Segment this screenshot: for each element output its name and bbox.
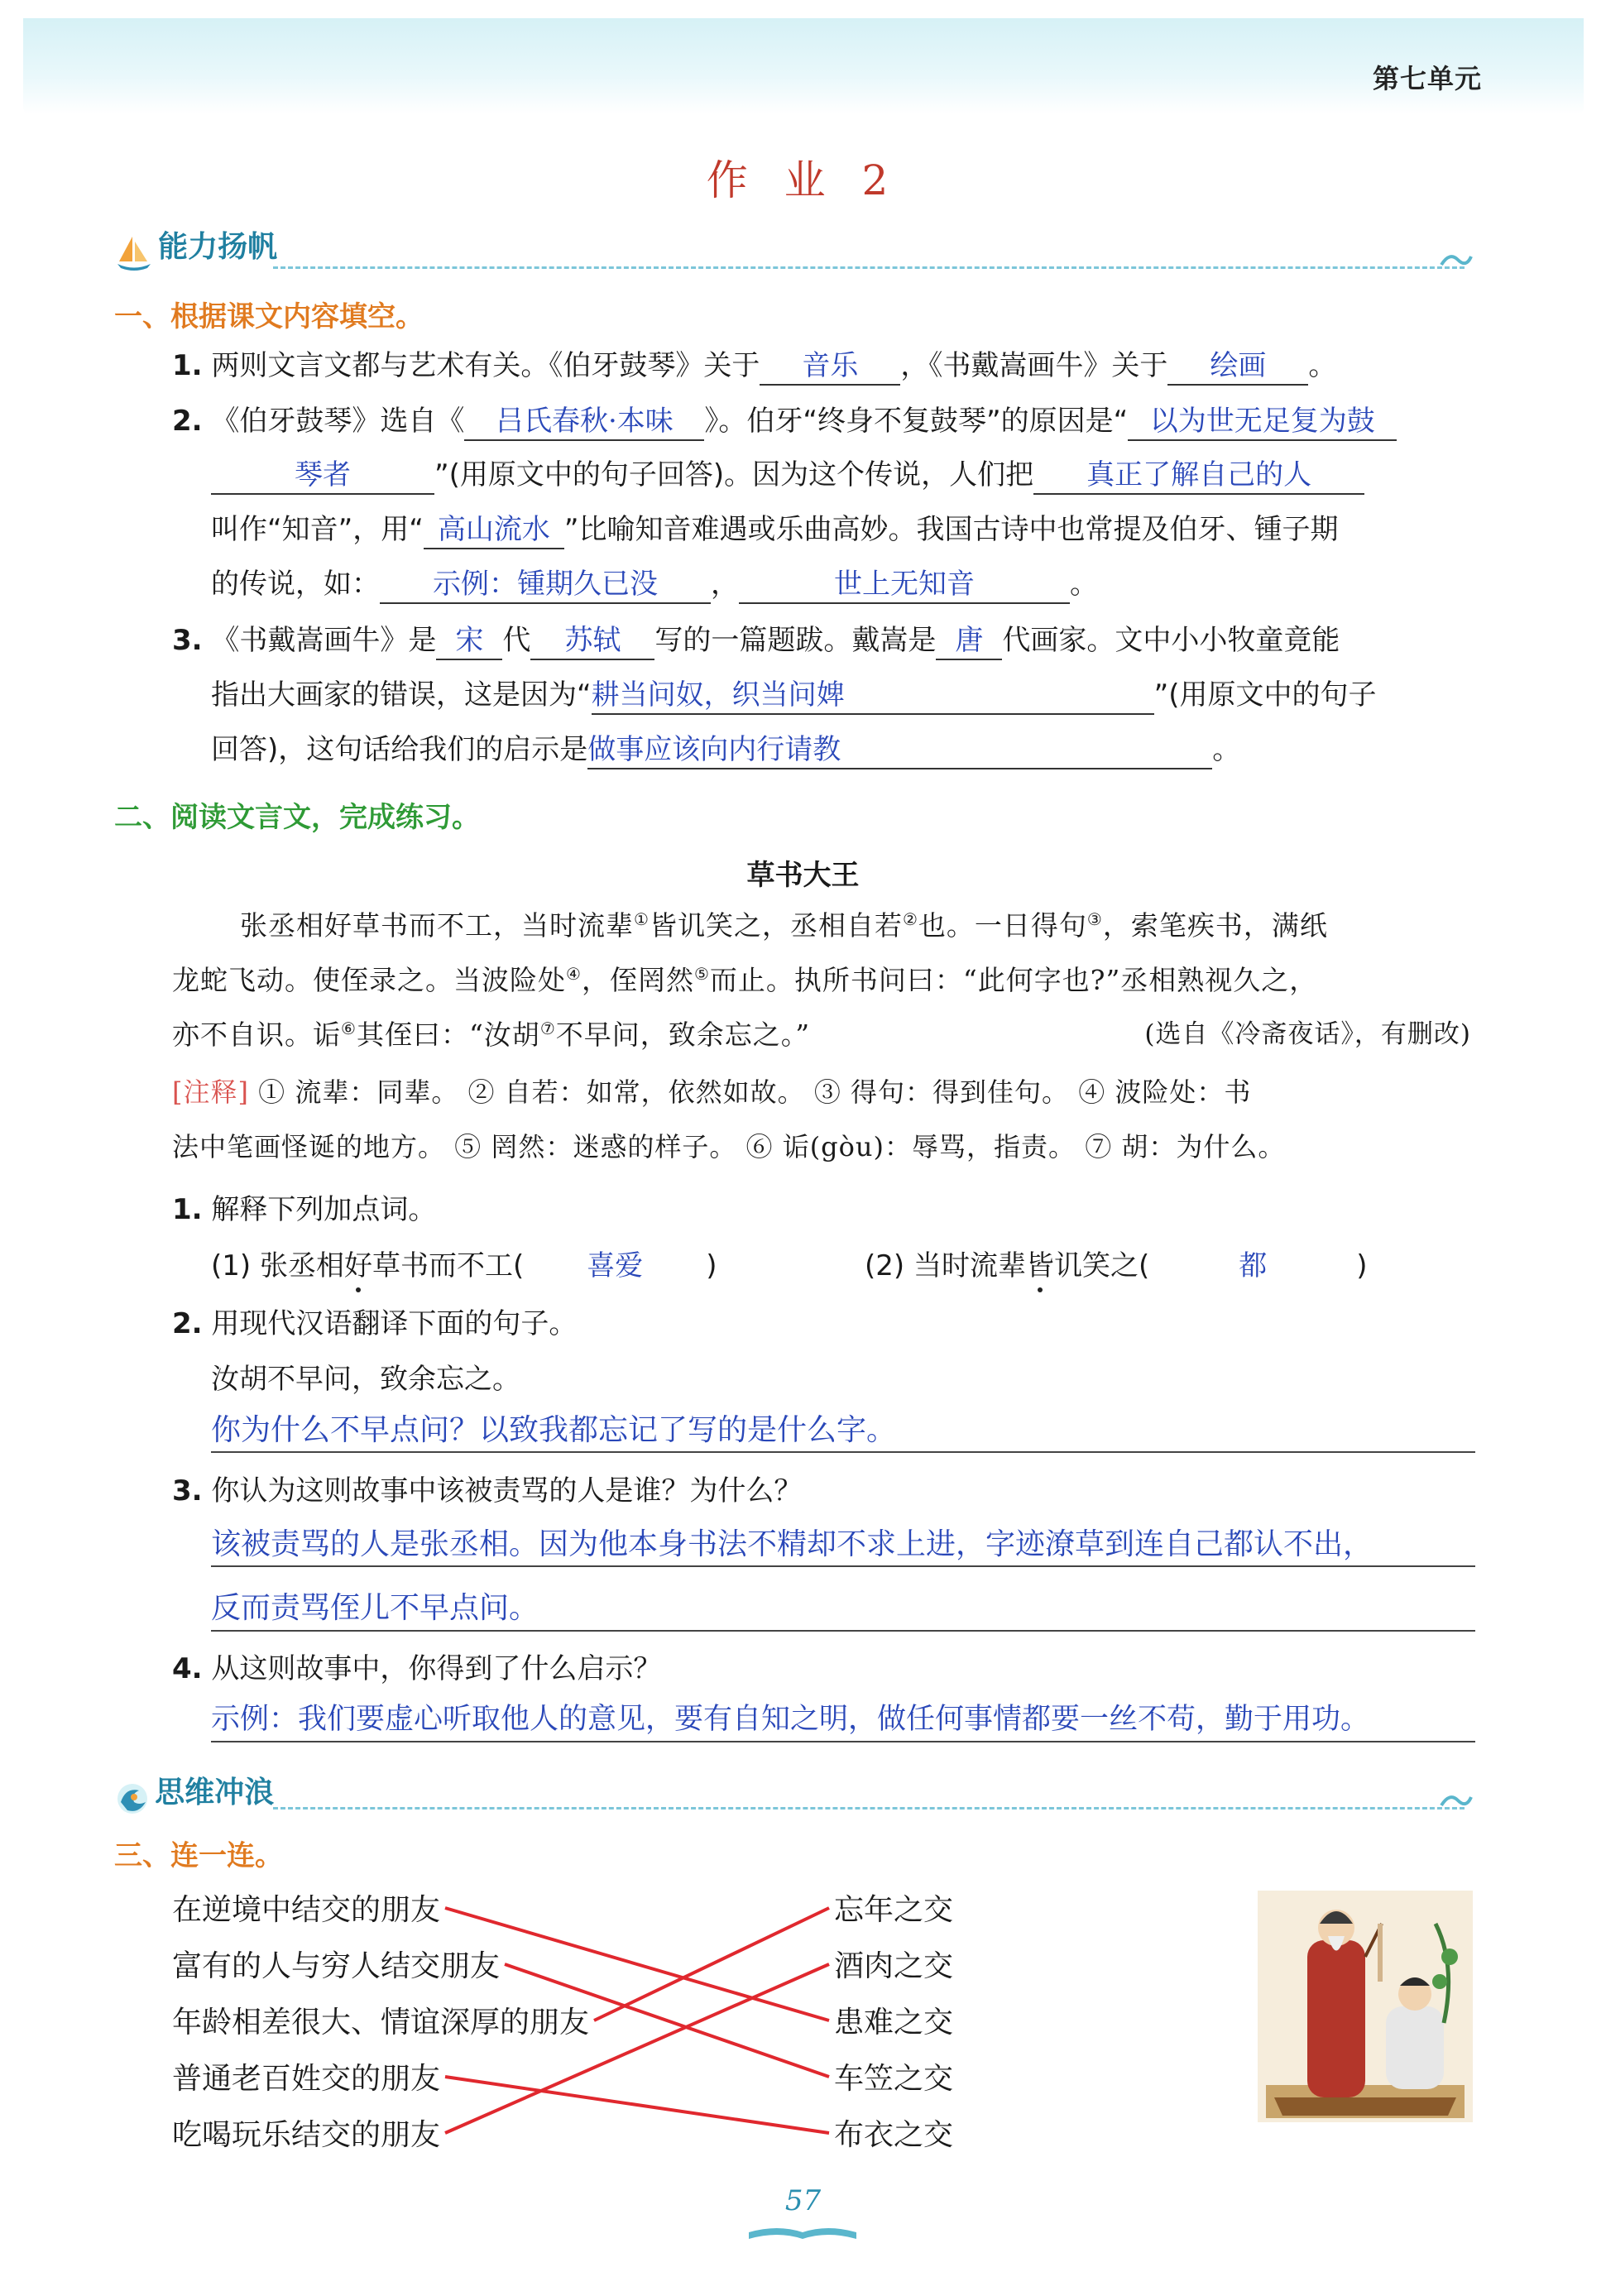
- question-text: 。: [1308, 349, 1337, 382]
- answer-line: [211, 1741, 1475, 1742]
- section-title: 能力扬帆: [158, 230, 278, 264]
- dotted-word: 好: [343, 1249, 372, 1282]
- answer-line: [211, 1630, 1475, 1632]
- wave-icon: [1440, 1789, 1473, 1814]
- question-text: 写的一篇题跋。戴嵩是: [654, 624, 937, 657]
- answer-dynasty-tang: 唐: [936, 622, 1002, 660]
- boyalike-illustration: [1258, 1891, 1473, 2122]
- answer-mountain-water: 高山流水: [424, 511, 564, 549]
- part1-heading: 一、根据课文内容填空。: [114, 300, 424, 333]
- passage-source: (选自《冷斋夜话》，有删改): [1144, 1019, 1471, 1049]
- question-text: 。: [1212, 733, 1241, 766]
- answer-dynasty-song: 宋: [436, 622, 502, 660]
- question-text: 指出大画家的错误，这是因为“: [211, 678, 592, 712]
- question-text: 回答)，这句话给我们的启示是: [211, 733, 588, 766]
- part1-q3-line2: [211, 677, 1377, 715]
- notes-tag: [注释]: [172, 1076, 249, 1108]
- wave-icon: [1440, 248, 1473, 273]
- part2-q2: [172, 1306, 577, 1342]
- sailboat-icon: [114, 233, 154, 273]
- question-text: (1) 张丞相: [211, 1249, 344, 1282]
- wave-swirl-icon: [114, 1781, 151, 1817]
- match-right-item: 忘年之交: [834, 1893, 954, 1927]
- answer-q4: 示例：我们要虚心听取他人的意见，要有自知之明，做任何事情都要一丝不苟，勤于用功。: [211, 1703, 1370, 1736]
- answer-q3-line2: 反而责骂侄儿不早点问。: [211, 1591, 539, 1625]
- footnote-6: ⑥: [341, 1019, 357, 1038]
- answer-sushi: 苏轼: [530, 622, 654, 660]
- passage-text: 不早问，致余忘之。”: [555, 1019, 811, 1051]
- question-text: 用现代汉语翻译下面的句子。: [211, 1307, 578, 1340]
- answer-all: 都: [1239, 1249, 1268, 1282]
- question-text: 解释下列加点词。: [211, 1193, 437, 1226]
- question-number: 3.: [172, 624, 203, 657]
- answer-poem1: 示例：锺期久已没: [380, 566, 711, 604]
- match-left-item: 普通老百姓交的朋友: [172, 2062, 441, 2096]
- question-text: ): [1356, 1249, 1368, 1282]
- answer-translation: 你为什么不早点问？以致我都忘记了写的是什么字。: [211, 1413, 897, 1447]
- notes-line1: [172, 1076, 1251, 1110]
- question-text: 讥笑之(: [1053, 1249, 1150, 1282]
- section-title: 思维冲浪: [155, 1776, 275, 1809]
- section-ability-header: [114, 223, 277, 273]
- passage-text: 亦不自识。诟: [172, 1019, 341, 1051]
- passage-text: ，侄罔然: [581, 964, 694, 996]
- page-number: 57: [784, 2184, 822, 2217]
- match-left-item: 在逆境中结交的朋友: [172, 1893, 441, 1927]
- match-right-item: 车笠之交: [834, 2062, 954, 2096]
- question-number: 1.: [172, 1193, 203, 1226]
- footnote-2: ②: [902, 909, 918, 929]
- part2-q4: [172, 1651, 661, 1687]
- match-line: [505, 1964, 829, 2077]
- question-text: ”(用原文中的句子回答)。因为这个传说，人们把: [434, 458, 1034, 491]
- question-text: 从这则故事中，你得到了什么启示？: [211, 1652, 662, 1685]
- question-text: 。: [1070, 568, 1098, 601]
- footnote-4: ④: [566, 964, 582, 984]
- translate-sentence: 汝胡不早问，致余忘之。: [211, 1363, 520, 1396]
- section-thinking-header: [114, 1769, 274, 1817]
- part3-heading: 三、连一连。: [114, 1839, 283, 1872]
- passage-text: 其侄曰：“汝胡: [356, 1019, 540, 1051]
- question-text: ”(用原文中的句子: [1153, 678, 1377, 712]
- question-text: 《书戴嵩画牛》是: [211, 624, 437, 657]
- passage-line3: [172, 1018, 1471, 1053]
- match-right-item: 患难之交: [834, 2006, 954, 2040]
- footnote-3: ③: [1086, 909, 1103, 929]
- answer-source-book: 吕氏春秋·本味: [464, 403, 704, 441]
- question-number: 2.: [172, 1307, 203, 1340]
- question-text: ，: [711, 568, 739, 601]
- match-right-item: 酒肉之交: [834, 1949, 954, 1983]
- question-text: 叫作“知音”，用“: [211, 513, 424, 546]
- question-number: 2.: [172, 405, 203, 438]
- question-text: 草书而不工(: [372, 1249, 525, 1282]
- section-divider: [273, 266, 1465, 269]
- question-text: ，《书戴嵩画牛》关于: [900, 349, 1168, 382]
- notes-line2: [172, 1130, 1285, 1165]
- passage-line1: [240, 908, 1328, 944]
- answer-reason-cont: 琴者: [211, 457, 434, 495]
- answer-lesson: 做事应该向内行请教: [587, 731, 1212, 769]
- unit-label: 第七单元: [1372, 63, 1482, 94]
- match-left-item: 富有的人与穷人结交朋友: [172, 1949, 501, 1983]
- answer-like: 喜爱: [587, 1249, 644, 1282]
- question-text: 》。伯牙“终身不复鼓琴”的原因是“: [704, 405, 1129, 438]
- question-text: (2) 当时流辈: [865, 1249, 1026, 1282]
- question-text: 你认为这则故事中该被责骂的人是谁？为什么？: [211, 1474, 803, 1507]
- answer-music: 音乐: [760, 348, 900, 386]
- passage-line2: [172, 963, 1317, 999]
- answer-true-friend: 真正了解自己的人: [1033, 457, 1364, 495]
- question-text: 《伯牙鼓琴》选自《: [211, 405, 465, 438]
- part2-q1-sub2: [865, 1248, 1368, 1284]
- passage-text: 皆讥笑之，丞相自若: [649, 909, 903, 942]
- question-number: 3.: [172, 1474, 203, 1507]
- footnote-7: ⑦: [539, 1019, 556, 1038]
- question-number: 4.: [172, 1652, 203, 1685]
- part2-q1-sub1: [211, 1248, 717, 1284]
- question-text: 代画家。文中小小牧童竟能: [1002, 624, 1340, 657]
- match-left-item: 年龄相差很大、情谊深厚的朋友: [172, 2006, 590, 2040]
- part1-q1: [172, 348, 1336, 386]
- section-divider: [273, 1807, 1465, 1809]
- part1-q2-line3: [211, 511, 1338, 549]
- part1-q3-line1: [172, 622, 1340, 660]
- match-lines: [172, 1886, 1000, 2159]
- part1-q2-line2: [211, 457, 1364, 495]
- answer-painting: 绘画: [1167, 348, 1308, 386]
- answer-line: [211, 1451, 1475, 1453]
- match-line: [445, 1964, 829, 2133]
- answer-reason: 以为世无足复为鼓: [1128, 403, 1397, 441]
- part2-q1: [172, 1191, 436, 1228]
- match-left-item: 吃喝玩乐结交的朋友: [172, 2118, 441, 2152]
- notes-text: ① 流辈：同辈。 ② 自若：如常，依然如故。 ③ 得句：得到佳句。 ④ 波险处：书: [258, 1076, 1252, 1108]
- question-number: 1.: [172, 349, 203, 382]
- question-text: 两则文言文都与艺术有关。《伯牙鼓琴》关于: [211, 349, 760, 382]
- answer-q3-line1: 该被责骂的人是张丞相。因为他本身书法不精却不求上进，字迹潦草到连自己都认不出，: [211, 1527, 1373, 1561]
- match-right-item: 布衣之交: [834, 2118, 954, 2152]
- notes-text: 法中笔画怪诞的地方。 ⑤ 罔然：迷惑的样子。 ⑥ 诟(gòu)：辱骂，指责。 ⑦ 胡：为什么。: [172, 1131, 1286, 1162]
- part1-q3-line3: [211, 731, 1240, 769]
- question-text: ): [706, 1249, 717, 1282]
- part2-q3: [172, 1473, 802, 1509]
- passage-text: ，索笔疾书，满纸: [1102, 909, 1328, 942]
- question-text: 的传说，如：: [211, 568, 380, 601]
- footnote-1: ①: [634, 909, 650, 929]
- part2-heading: 二、阅读文言文，完成练习。: [114, 801, 480, 834]
- answer-poem2: 世上无知音: [739, 566, 1070, 604]
- matching-area: [172, 1886, 1000, 2159]
- passage-text: 而止。执所书问曰：“此何字也?”丞相熟视久之，: [709, 964, 1318, 996]
- passage-title: 草书大王: [746, 859, 860, 892]
- passage-text: 龙蛇飞动。使侄录之。当波险处: [172, 964, 566, 996]
- match-line: [594, 1908, 829, 2020]
- passage-text: 张丞相好草书而不工，当时流辈: [240, 909, 634, 942]
- dotted-word: 皆: [1025, 1249, 1054, 1282]
- page-title: 作 业 2: [706, 156, 900, 204]
- question-text: 代: [502, 624, 531, 657]
- answer-line: [211, 1565, 1475, 1567]
- part1-q2-line4: [211, 566, 1098, 604]
- header-banner: [23, 18, 1584, 114]
- question-text: ”比喻知音难遇或乐曲高妙。我国古诗中也常提及伯牙、锺子期: [563, 513, 1339, 546]
- passage-text: 也。一日得句: [918, 909, 1087, 942]
- match-line: [445, 1908, 829, 2020]
- part1-q2-line1: [172, 403, 1397, 441]
- footnote-5: ⑤: [693, 964, 710, 984]
- book-icon: [749, 2224, 856, 2241]
- answer-quote: 耕当问奴，织当问婢: [592, 677, 1154, 715]
- match-line: [445, 2077, 829, 2133]
